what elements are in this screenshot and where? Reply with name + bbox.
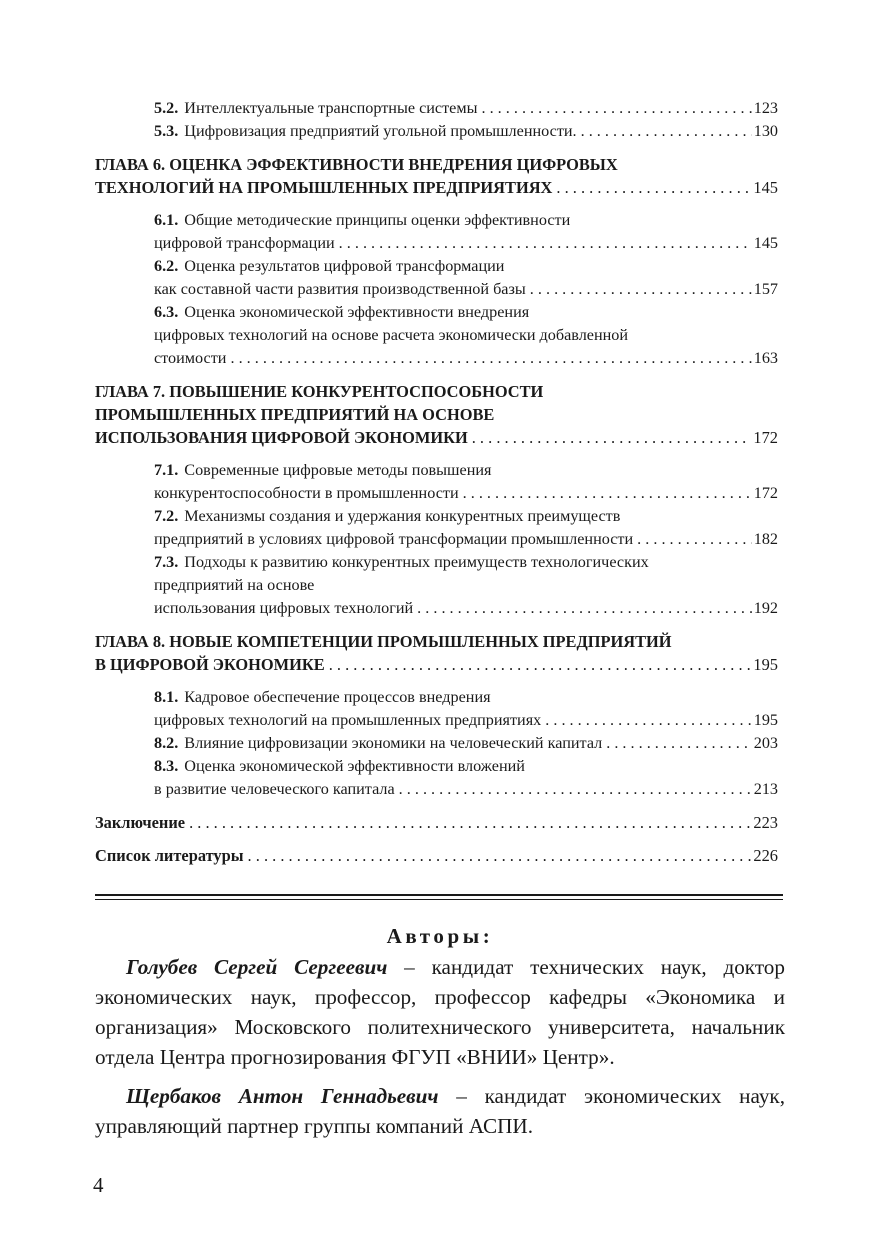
dot-leader [556, 176, 751, 199]
dot-leader [463, 482, 752, 505]
toc-section[interactable] [95, 755, 778, 801]
toc-title: ГЛАВА 8. НОВЫЕ КОМПЕТЕНЦИИ ПРОМЫШЛЕННЫХ ПРЕДПРИЯТИЙ [95, 632, 672, 651]
toc-title: Подходы к развитию конкурентных преимуществ технологических [184, 553, 649, 571]
toc-line [154, 301, 778, 324]
toc-line [95, 426, 778, 449]
toc-section[interactable] [95, 459, 778, 505]
toc-line [154, 778, 778, 801]
toc-chapter[interactable] [95, 153, 778, 199]
toc-title: Оценка результатов цифровой трансформации [184, 257, 505, 275]
toc-chapter[interactable] [95, 380, 778, 449]
toc-line [154, 597, 778, 620]
toc-line [154, 120, 778, 143]
toc-page-number: 192 [753, 599, 778, 617]
toc-title: Оценка экономической эффективности вложений [184, 757, 525, 775]
divider-line-thick [95, 894, 783, 896]
toc-line [95, 153, 778, 176]
table-of-contents [95, 97, 778, 867]
dot-leader [339, 232, 752, 255]
section-divider [95, 894, 783, 900]
toc-title: в развитие человеческого капитала [154, 780, 395, 798]
toc-title: использования цифровых технологий [154, 599, 414, 617]
toc-spacer [95, 620, 778, 630]
toc-line [95, 811, 778, 834]
dot-leader [472, 426, 752, 449]
author-name: Голубев Сергей Сергеевич [126, 955, 388, 979]
toc-line [95, 176, 778, 199]
toc-page-number: 226 [753, 846, 778, 865]
dot-leader [481, 97, 751, 120]
toc-number: 8.2. [154, 734, 179, 752]
toc-title: ПРОМЫШЛЕННЫХ ПРЕДПРИЯТИЙ НА ОСНОВЕ [95, 405, 495, 424]
toc-title: Влияние цифровизации экономики на человеческий капитал [184, 734, 603, 752]
toc-spacer [95, 676, 778, 686]
toc-number: 8.1. [154, 688, 179, 706]
toc-page-number: 213 [753, 780, 778, 798]
toc-title: ГЛАВА 6. ОЦЕНКА ЭФФЕКТИВНОСТИ ВНЕДРЕНИЯ ЦИФРОВЫХ [95, 155, 618, 174]
toc-title: Кадровое обеспечение процессов внедрения [184, 688, 491, 706]
toc-line [154, 732, 778, 755]
dot-leader [230, 347, 751, 370]
toc-line [154, 278, 778, 301]
toc-title: цифровых технологий на основе расчета экономически добавленной [154, 326, 629, 344]
toc-line [154, 755, 778, 778]
toc-title: ТЕХНОЛОГИЙ НА ПРОМЫШЛЕННЫХ ПРЕДПРИЯТИЯХ [95, 178, 553, 197]
toc-line [154, 347, 778, 370]
toc-title: ГЛАВА 7. ПОВЫШЕНИЕ КОНКУРЕНТОСПОСОБНОСТИ [95, 382, 544, 401]
toc-line [154, 459, 778, 482]
toc-spacer [95, 199, 778, 209]
toc-section[interactable] [95, 551, 778, 620]
toc-title: конкурентоспособности в промышленности [154, 484, 459, 502]
toc-title: Цифровизация предприятий угольной промышленности. [184, 122, 577, 140]
toc-line [154, 97, 778, 120]
toc-page-number: 130 [753, 122, 778, 140]
toc-page-number: 145 [753, 178, 778, 197]
toc-number: 5.2. [154, 99, 179, 117]
toc-section[interactable] [95, 301, 778, 370]
toc-section[interactable] [95, 255, 778, 301]
toc-line [154, 482, 778, 505]
toc-page-number: 123 [753, 99, 778, 117]
toc-section[interactable] [95, 120, 778, 143]
toc-line [154, 232, 778, 255]
toc-title: ИСПОЛЬЗОВАНИЯ ЦИФРОВОЙ ЭКОНОМИКИ [95, 428, 468, 447]
toc-number: 7.3. [154, 553, 179, 571]
toc-title: Заключение [95, 813, 186, 832]
toc-spacer [95, 801, 778, 811]
page-number: 4 [93, 1173, 104, 1197]
toc-line [95, 630, 778, 653]
toc-page-number: 163 [753, 349, 778, 367]
toc-line [154, 324, 778, 347]
toc-line [154, 505, 778, 528]
toc-number: 8.3. [154, 757, 179, 775]
author-name: Щербаков Антон Геннадьевич [126, 1084, 439, 1108]
toc-title: В ЦИФРОВОЙ ЭКОНОМИКЕ [95, 655, 325, 674]
author-description: – кандидат технических наук, доктор экономических наук, профессор, профессор кафедры «Экономика и организация» Московского политехнического университета, начальник отдела Центра прогнозирования ФГУП «ВНИИ» Центр». [95, 955, 785, 1069]
toc-section[interactable] [95, 732, 778, 755]
toc-title: Механизмы создания и удержания конкурентных преимуществ [184, 507, 621, 525]
toc-number: 7.2. [154, 507, 179, 525]
authors-heading: Авторы: [386, 924, 494, 948]
toc-page-number: 182 [753, 530, 778, 548]
author-entry [95, 1081, 785, 1141]
dot-leader [606, 732, 751, 755]
toc-line [154, 551, 778, 574]
toc-title: как составной части развития производственной базы [154, 280, 526, 298]
toc-number: 6.3. [154, 303, 179, 321]
author-description: – кандидат экономических наук, управляющий партнер группы компаний АСПИ. [95, 1084, 785, 1138]
toc-title: цифровых технологий на промышленных предприятиях [154, 711, 542, 729]
toc-number: 7.1. [154, 461, 179, 479]
dot-leader [399, 778, 752, 801]
toc-number: 6.2. [154, 257, 179, 275]
toc-spacer [95, 370, 778, 380]
toc-title: Оценка экономической эффективности внедрения [184, 303, 530, 321]
toc-chapter[interactable] [95, 630, 778, 676]
toc-section[interactable] [95, 505, 778, 551]
toc-title: Современные цифровые методы повышения [184, 461, 492, 479]
toc-line [95, 380, 778, 403]
toc-title: стоимости [154, 349, 227, 367]
toc-number: 5.3. [154, 122, 179, 140]
dot-leader [417, 597, 752, 620]
toc-page-number: 157 [753, 280, 778, 298]
authors-section [95, 920, 785, 1141]
dot-leader [581, 120, 752, 143]
toc-section[interactable] [95, 686, 778, 732]
toc-line [154, 528, 778, 551]
toc-title: Список литературы [95, 846, 244, 865]
dot-leader [530, 278, 752, 301]
toc-page-number: 195 [753, 655, 778, 674]
toc-line [95, 844, 778, 867]
toc-page-number: 172 [753, 428, 778, 447]
toc-line [154, 209, 778, 232]
author-entry [95, 952, 785, 1072]
toc-page-number: 223 [753, 813, 778, 832]
toc-page-number: 195 [753, 711, 778, 729]
toc-title: Общие методические принципы оценки эффективности [184, 211, 571, 229]
dot-leader [189, 811, 751, 834]
toc-spacer [95, 834, 778, 844]
toc-spacer [95, 449, 778, 459]
toc-line [154, 574, 778, 597]
toc-section[interactable] [95, 97, 778, 120]
dot-leader [545, 709, 751, 732]
dot-leader [248, 844, 752, 867]
toc-page-number: 172 [753, 484, 778, 502]
toc-line [154, 255, 778, 278]
toc-number: 6.1. [154, 211, 179, 229]
toc-section[interactable] [95, 209, 778, 255]
toc-line [95, 403, 778, 426]
toc-chapter[interactable] [95, 844, 778, 867]
toc-page-number: 145 [753, 234, 778, 252]
toc-page-number: 203 [753, 734, 778, 752]
toc-title: цифровой трансформации [154, 234, 335, 252]
toc-line [154, 709, 778, 732]
dot-leader [329, 653, 752, 676]
divider-line-thin [95, 899, 783, 900]
toc-title: предприятий в условиях цифровой трансформации промышленности [154, 530, 634, 548]
toc-line [95, 653, 778, 676]
toc-chapter[interactable] [95, 811, 778, 834]
toc-title: Интеллектуальные транспортные системы [184, 99, 478, 117]
toc-title: предприятий на основе [154, 576, 315, 594]
dot-leader [637, 528, 752, 551]
toc-line [154, 686, 778, 709]
toc-spacer [95, 143, 778, 153]
